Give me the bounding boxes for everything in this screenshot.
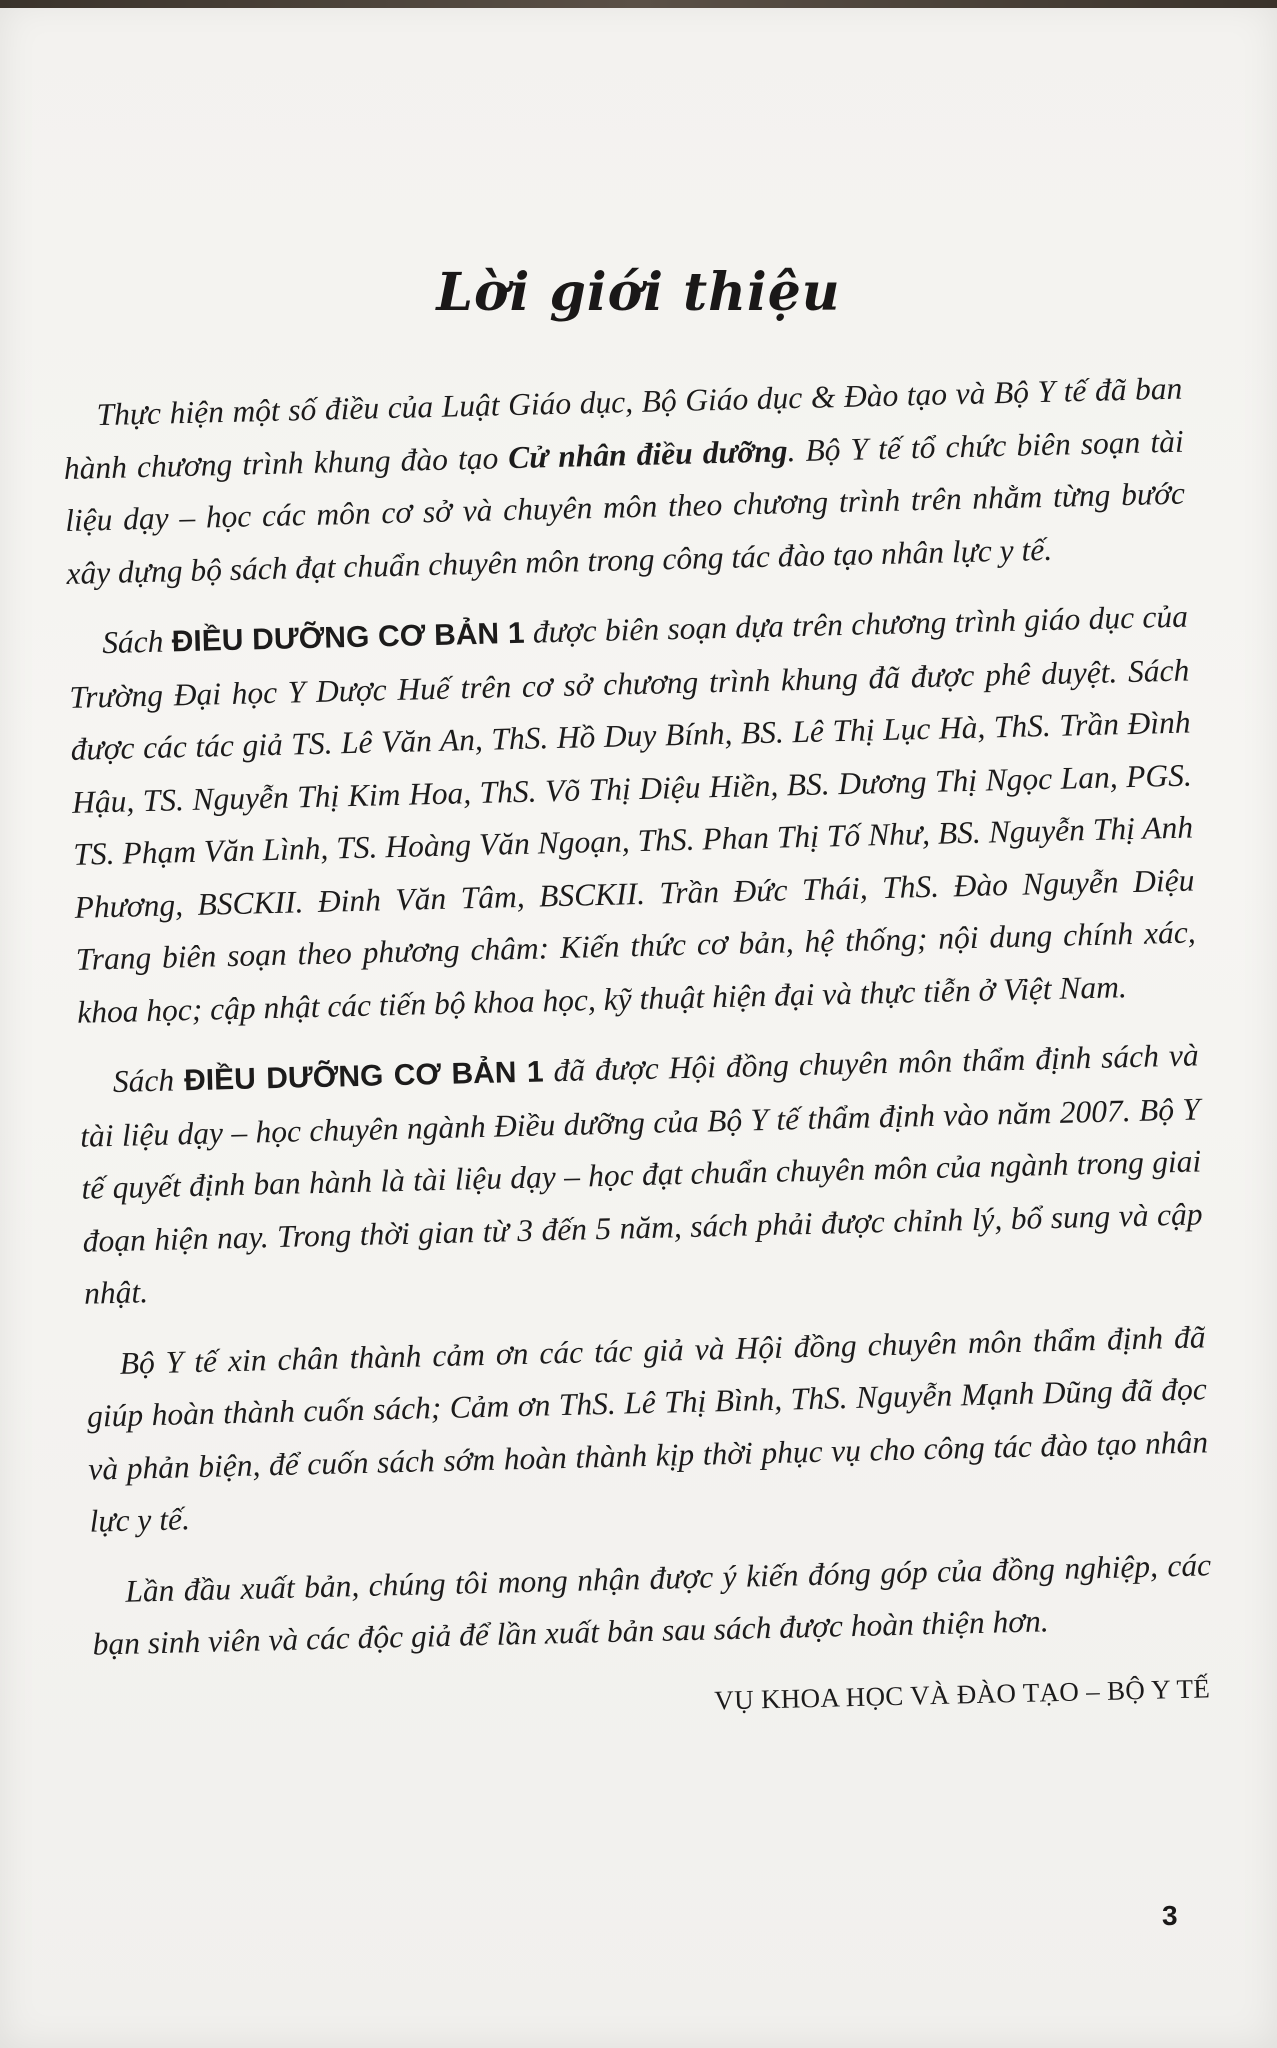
book-title-bold: ĐIỀU DƯỠNG CƠ BẢN 1: [183, 1055, 544, 1098]
paragraph-approval: [78, 1029, 1204, 1320]
page-number: 3: [1162, 1900, 1178, 1931]
paragraph-authors-rest: được biên soạn dựa trên chương trình giáo dục của Trường Đại học Y Dược Huế trên cơ sở chương trình khung đã được phê duyệt. Sách được các tác giả TS. Lê Văn An, ThS. Hồ Duy Bính, BS. Lê Thị Lục Hà, ThS. Trần Đình Hậu, TS. Nguyễn Thị Kim Hoa, ThS. Võ Thị Diệu Hiền, BS. Dương Thị Ngọc Lan, PGS. TS. Phạm Văn Lình, TS. Hoàng Văn Ngoạn, ThS. Phan Thị Tố Như, BS. Nguyễn Thị Anh Phương, BSCKII. Đinh Văn Tâm, BSCKII. Trần Đức Thái, ThS. Đào Nguyễn Diệu Trang biên soạn theo phương châm: Kiến thức cơ bản, hệ thống; nội dung chính xác, khoa học; cập nhật các tiến bộ khoa học, kỹ thuật hiện đại và thực tiễn ở Việt Nam.: [69, 598, 1197, 1030]
paragraph-approval-rest: đã được Hội đồng chuyên môn thẩm định sách và tài liệu dạy – học chuyên ngành Điều dưỡng của Bộ Y tế thẩm định vào năm 2007. Bộ Y tế quyết định ban hành là tài liệu dạy – học đạt chuẩn chuyên môn của ngành trong giai đoạn hiện nay. Trong thời gian từ 3 đến 5 năm, sách phải được chỉnh lý, bổ sung và cập nhật.: [79, 1037, 1203, 1311]
page-title: Lời giới thiệu: [436, 262, 841, 323]
paragraph-intro: [62, 363, 1187, 600]
paragraph-feedback-text: Lần đầu xuất bản, chúng tôi mong nhận được ý kiến đóng góp của đồng nghiệp, các bạn sinh viên và các độc giả để lần xuất bản sau sách được hoàn thiện hơn.: [92, 1546, 1212, 1662]
paragraph-feedback: [91, 1539, 1213, 1671]
paragraph-intro-bold: Cử nhân điều dưỡng: [507, 432, 788, 475]
paragraph-authors: [68, 591, 1198, 1039]
page-top-edge: [0, 0, 1277, 8]
paragraph-intro-rest: . Bộ Y tế tổ chức biên soạn tài liệu dạy – học các môn cơ sở và chuyên môn theo chương trình trên nhằm từng bước xây dựng bộ sách đạt chuẩn chuyên môn trong công tác đào tạo nhân lực y tế.: [64, 423, 1186, 591]
book-title-bold: ĐIỀU DƯỠNG CƠ BẢN 1: [171, 616, 525, 659]
page-body: [62, 363, 1215, 1742]
paragraph-intro-text: Thực hiện một số điều của Luật Giáo dục, Bộ Giáo dục & Đào tạo và Bộ Y tế đã ban hành chương trình khung đào tạo: [63, 370, 1183, 486]
paragraph-thanks: [85, 1311, 1210, 1548]
signature: VỤ KHOA HỌC VÀ ĐÀO TẠO – BỘ Y TẾ: [713, 1672, 1211, 1715]
paragraph-authors-text: Sách: [101, 623, 173, 661]
paragraph-thanks-text: Bộ Y tế xin chân thành cảm ơn các tác giả và Hội đồng chuyên môn thẩm định đã giúp hoàn thành cuốn sách; Cảm ơn ThS. Lê Thị Bình, ThS. Nguyễn Mạnh Dũng đã đọc và phản biện, để cuốn sách sớm hoàn thành kịp thời phục vụ cho công tác đào tạo nhân lực y tế.: [86, 1318, 1209, 1539]
paragraph-approval-text: Sách: [112, 1062, 185, 1099]
